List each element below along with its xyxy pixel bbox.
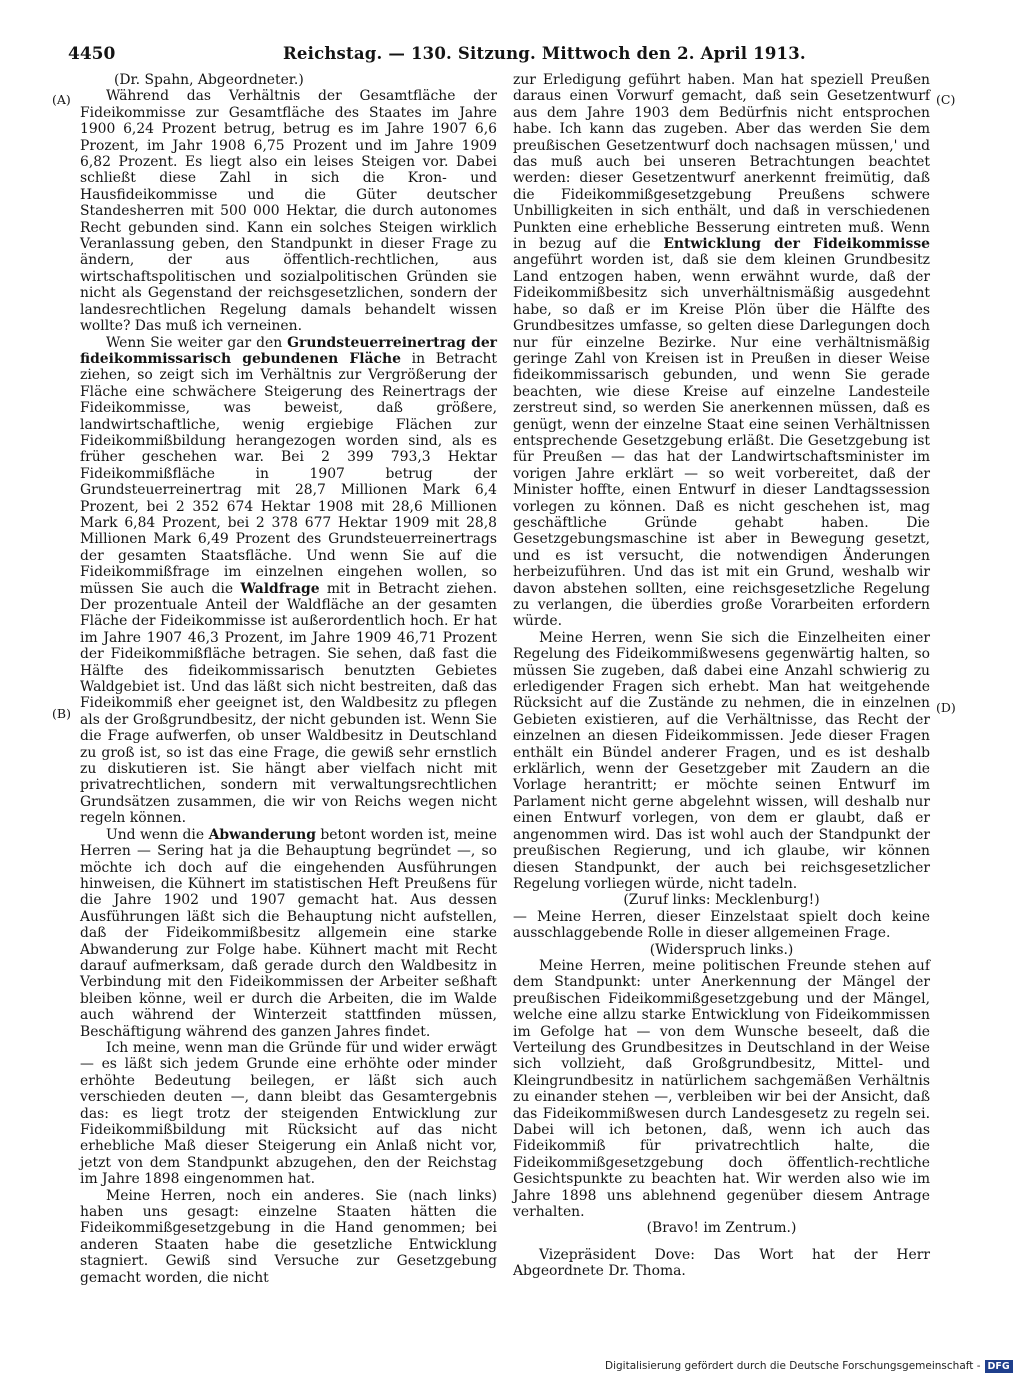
margin-letter-b: (B) [52,706,71,721]
dfg-logo-icon: DFG [985,1360,1013,1373]
paragraph: Wenn Sie weiter gar den Grundsteuerreinertrag der fideikommissarisch gebundenen Fläche in Betracht ziehen, so zeigt sich im Verhältnis zur Vergrößerung der Fläche eine schwächere Steigerung des Reinertrags der Fideikommisse, was beweist, daß größere, landwirtschaftliche, wenig ergiebige Flächen zur Fideikommißbildung herangezogen worden sind, als es früher geschehen war. Bei 2 399 793,3 Hektar Fideikommißfläche in 1907 betrug der Grundsteuerreinertrag mit 28,7 Millionen Mark 6,4 Prozent, bei 2 352 674 Hektar 1908 mit 28,6 Millionen Mark 6,84 Prozent, bei 2 378 677 Hektar 1909 mit 28,8 Millionen Mark 6,49 Prozent des Grundsteuerreinertrags der gesamten Staatsfläche. Und wenn Sie auf die Fideikommißfrage im einzelnen eingehen wollen, so müssen Sie auch die Waldfrage mit in Betracht ziehen. Der prozentuale Anteil der Waldfläche an der gesamten Fläche der Fideikommisse ist außerordentlich hoch. Er hat im Jahre 1907 46,3 Prozent, im Jahre 1909 46,71 Prozent der Fideikommißfläche betragen. Sie sehen, daß fast die Hälfte des fideikommissarisch benutzten Gebietes Waldgebiet ist. Und das läßt sich nicht bestreiten, daß das Fideikommiß eher geeignet ist, den Waldbesitz zu pflegen als der Großgrundbesitz, der nicht gebunden ist. Wenn Sie die Frage aufwerfen, ob unser Waldbesitz in Deutschland zu groß ist, so ist das eine Frage, die gewiß sehr ernstlich zu diskutieren ist. Sie hängt aber vielfach nicht mit privatrechtlichen, sondern mit verwaltungsrechtlichen Grundsätzen zusammen, die wir von Reichs wegen nicht regeln können. [80,334,497,827]
emphasis: Abwanderung [208,826,316,843]
paragraph: Vizepräsident Dove: Das Wort hat der Herr Abgeordnete Dr. Thoma. [513,1246,930,1280]
interjection: (Bravo! im Zentrum.) [646,1220,797,1237]
interjection: (Widerspruch links.) [649,941,794,958]
emphasis: Entwicklung der Fideikommisse [663,236,930,253]
margin-letter-c: (C) [936,92,956,107]
paragraph: Und wenn die Abwanderung betont worden ist, meine Herren — Sering hat ja die Behauptung begründet —, so möchte ich doch auf die eingehenden Ausführungen hinweisen, die Kühnert im statistischen Heft Preußens für die Jahre 1902 und 1907 gemacht hat. Aus dessen Ausführungen läßt sich die Behauptung nicht aufstellen, daß der Fideikommißbesitz allgemein eine starke Abwanderung zur Folge habe. Kühnert macht mit Recht darauf aufmerksam, daß gerade durch den Waldbesitz in Verbindung mit den Fideikommissen der Arbeiter seßhaft bleiben könne, weil er durch die Arbeiten, die im Walde auch während der Winterzeit stattfinden müssen, Beschäftigung während des ganzen Jahres findet. [80,826,497,1040]
paragraph: Meine Herren, meine politischen Freunde stehen auf dem Standpunkt: unter Anerkennung der Mängel der preußischen Fideikommißgesetzgebung und der Mängel, welche eine allzu starke Entwicklung von Fideikommissen im Gefolge hat — von dem Wunsche beseelt, daß die Verteilung des Grundbesitzes in Deutschland in der Weise sich vollzieht, daß Großgrundbesitz, Mittel- und Kleingrundbesitz in natürlichem sachgemäßen Verhältnis zu einander stehen —, verbleiben wir bei der Ansicht, daß das Fideikommißwesen durch Landesgesetz zu regeln sei. Dabei will ich betonen, daß, wenn ich auch das Fideikommiß für privatrechtlich halte, die Fideikommißgesetzgebung doch öffentlich-rechtliche Gesichtspunkte zu beachten hat. Wir werden also wie im Jahre 1898 uns ablehnend gegenüber diesem Antrage verhalten. [513,957,930,1221]
right-column [513,72,930,1280]
paragraph: Meine Herren, wenn Sie sich die Einzelheiten einer Regelung des Fideikommißwesens gegenwärtig halten, so müssen Sie zugeben, daß dabei eine Anzahl schwierig zu erledigender Fragen sich erhebt. Man hat weitgehende Rücksicht auf die Zustände zu nehmen, die in einzelnen Gebieten existieren, auf die Verhältnisse, das Recht der einzelnen an diesen Fideikommissen. Jede dieser Fragen enthält ein Bündel anderer Fragen, und es ist deshalb erklärlich, wenn der Gesetzgeber mit Zaudern an die Vorlage herantritt; er möchte seinen Entwurf im Parlament nicht gerne abgelehnt wissen, will deshalb nur einen Entwurf vorlegen, von dem er glaubt, daß er angenommen wird. Das ist wohl auch der Standpunkt der preußischen Regierung, und ich glaube, wir können diesen Standpunkt, der auch bei reichsgesetzlicher Regelung vorliegen würde, nicht tadeln. [513,629,930,892]
left-column [80,72,497,1286]
page-header [68,40,938,70]
emphasis: Grundsteuerreinertrag der fideikommissarisch gebundenen Fläche [80,334,497,367]
running-head: Reichstag. — 130. Sitzung. Mittwoch den 2. April 1913. [283,44,806,63]
paragraph: Meine Herren, noch ein anderes. Sie (nach links) haben uns gesagt: einzelne Staaten hätten die Fideikommißgesetzgebung in die Hand genommen; bei anderen Staaten habe die gesetzliche Entwicklung stagniert. Gewiß sind Versuche zur Gesetzgebung gemacht worden, die nicht [80,1187,497,1286]
paragraph: — Meine Herren, dieser Einzelstaat spielt doch keine ausschlaggebende Rolle in dieser allgemeinen Frage. [513,908,930,942]
interjection: (Zuruf links: Mecklenburg!) [623,892,820,909]
footer-text: Digitalisierung gefördert durch die Deutsche Forschungsgemeinschaft - [605,1360,981,1372]
speaker-tag: (Dr. Spahn, Abgeordneter.) [114,72,304,88]
emphasis: Waldfrage [240,580,320,597]
paragraph: Während das Verhältnis der Gesamtfläche der Fideikommisse zur Gesamtfläche des Staates im Jahre 1900 6,24 Prozent betrug, betrug es im Jahre 1907 6,6 Prozent, im Jahr 1908 6,75 Prozent und im Jahre 1909 6,82 Prozent. Es liegt also ein leises Steigen vor. Dabei schließt diese Zahl in sich die Kron- und Hausfideikommisse und die Güter deutscher Standesherren mit 500 000 Hektar, die durch autonomes Recht gebunden sind. Kann ein solches Steigen wirklich Veranlassung geben, den Standpunkt in dieser Frage zu ändern, der aus öffentlich-rechtlichen, aus wirtschaftspolitischen und sozialpolitischen Gründen sie nicht als Gegenstand der reichsgesetzlichen, sondern der landesrechtlichen Regelung damals behandelt wissen wollte? Das muß ich verneinen. [80,88,497,335]
footer [605,1360,1013,1373]
page-number: 4450 [68,44,116,64]
margin-letter-d: (D) [936,700,956,715]
margin-letter-a: (A) [52,92,71,107]
paragraph: Ich meine, wenn man die Gründe für und wider erwägt — es läßt sich jedem Grunde eine erhöhte oder minder erhöhte Bedeutung beilegen, er läßt sich auch verschieden deuten —, dann bleibt das Gesamtergebnis das: es liegt trotz der steigenden Entwicklung zur Fideikommißbildung mit Rücksicht auf das nicht erhebliche Maß dieser Steigerung ein Anlaß nicht vor, jetzt von dem Standpunkt abzugehen, den der Reichstag im Jahre 1898 eingenommen hat. [80,1039,497,1188]
paragraph: zur Erledigung geführt haben. Man hat speziell Preußen daraus einen Vorwurf gemacht, daß sein Gesetzentwurf aus dem Jahre 1903 dem Bedürfnis nicht entsprochen habe. Ich kann das zugeben. Aber das werden Sie dem preußischen Gesetzentwurf doch nachsagen müssen,' und das muß auch bei unseren Betrachtungen beachtet werden: dieser Gesetzentwurf anerkennt freimütig, daß die Fideikommißgesetzgebung Preußens schwere Unbilligkeiten in sich enthält, und daß in verschiedenen Punkten eine erhebliche Besserung eintreten muß. Wenn in bezug auf die Entwicklung der Fideikommisse angeführt worden ist, daß sie dem kleinen Grundbesitz Land entzogen haben, wenn erwähnt wurde, daß der Fideikommißbesitz sich unverhältnismäßig ausgedehnt habe, so daß er im Kreise Plön über die Hälfte des Grundbesitzes umfasse, so gelten diese Darlegungen doch nur für einzelne Bezirke. Nur eine verhältnismäßig geringe Zahl von Kreisen ist in Preußen in dieser Weise fideikommissarisch gebunden, und wenn Sie gerade beachten, wie diese Kreise auf einzelne Landesteile zerstreut sind, so werden Sie anerkennen müssen, daß es genügt, wenn der einzelne Staat eine seinen Verhältnissen entsprechende Gesetzgebung erläßt. Die Gesetzgebung ist für Preußen — das hat der Landwirtschaftsminister im vorigen Jahre erklärt — so weit vorbereitet, daß der Minister hoffte, einen Entwurf in dieser Landtagssession vorlegen zu können. Daß es nicht geschehen ist, mag geschäftliche Gründe gehabt haben. Die Gesetzgebungsmaschine ist aber in Bewegung gesetzt, und es ist versucht, die notwendigen Änderungen herbeizuführen. Und das ist mit ein Grund, weshalb wir davon abstehen sollten, eine reichsgesetzliche Regelung zu verlangen, die überdies große Vorarbeiten erfordern würde. [513,72,930,630]
